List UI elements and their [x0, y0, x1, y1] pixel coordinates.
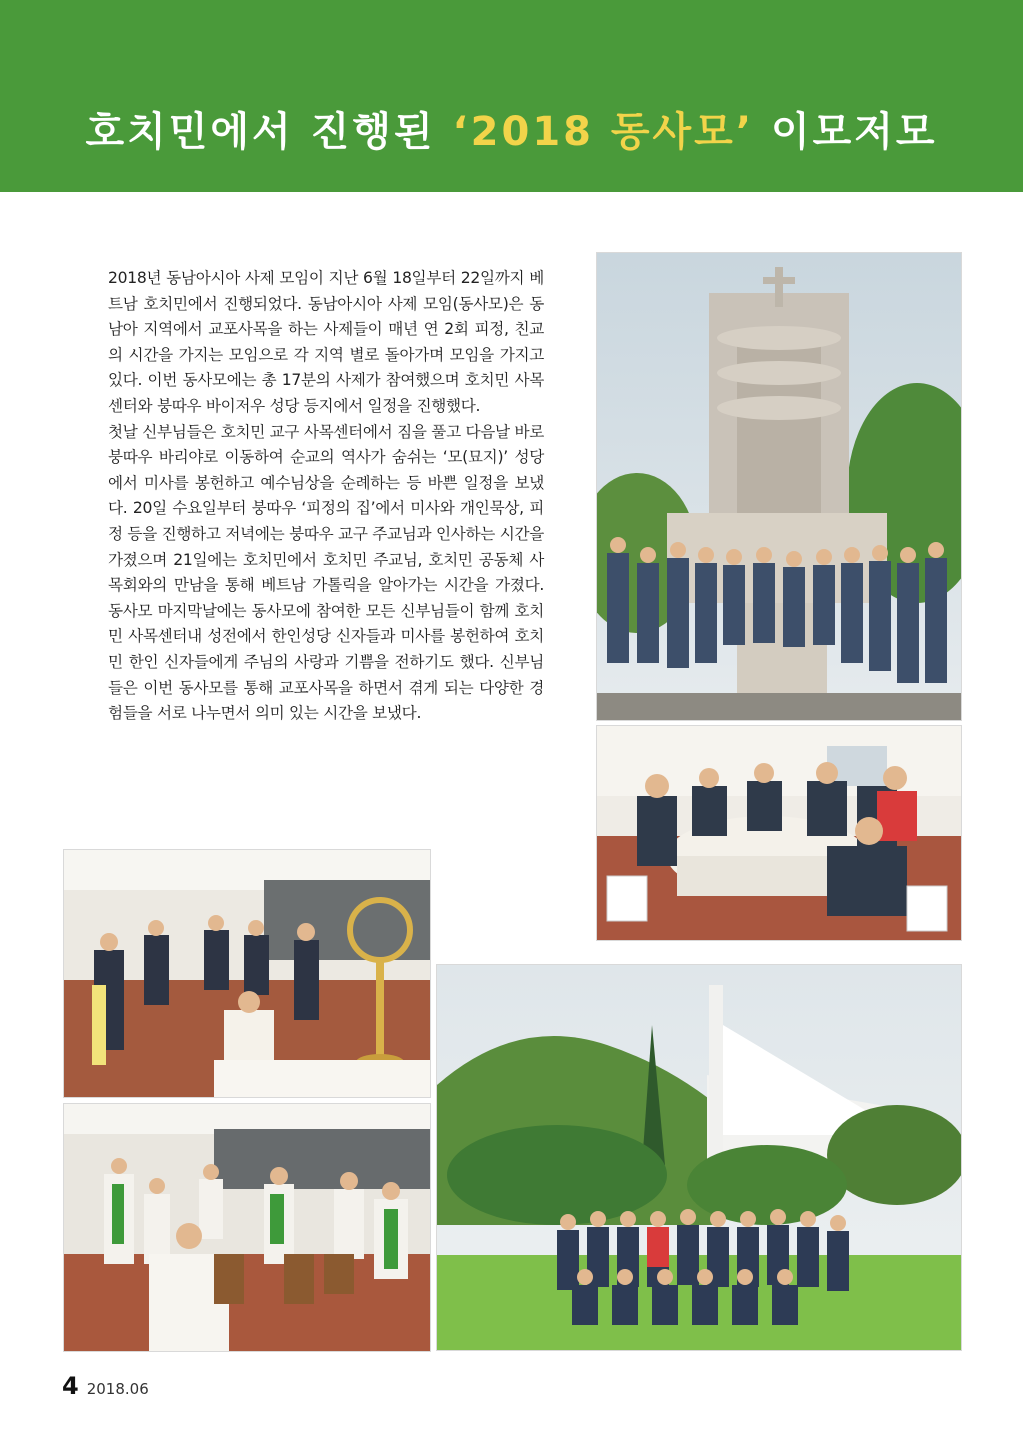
issue-date: 2018.06 [86, 1380, 149, 1398]
page-number: 4 [62, 1372, 79, 1400]
photo-mass-image [64, 1104, 430, 1351]
photo-meeting-table [596, 725, 962, 941]
header-banner [0, 0, 1023, 192]
photo-mass-vestments [63, 1103, 431, 1352]
article-body [108, 266, 544, 727]
photo-bell-tower-group [596, 252, 962, 721]
photo-adoration-image [64, 850, 430, 1097]
page-title [0, 100, 1023, 157]
article-paragraph-2: 첫날 신부님들은 호치민 교구 사목센터에서 짐을 풀고 다음날 바로 붕따우 바리야로 이동하여 순교의 역사가 숨쉬는 ‘모(묘지)’ 성당에서 미사를 봉헌하고 예수님상을 순례하는 등 바쁜 일정을 보냈다. 20일 수요일부터 붕따우 ‘피정의 집’에서 미사와 개인묵상, 피정 등을 진행하고 저녁에는 붕따우 교구 주교님과 인사하는 시간을 가졌으며 21일에는 호치민에서 호치민 주교님, 호치민 공동체 사목회와의 만남을 통해 베트남 가톨릭을 알아가는 시간을 가졌다. 동사모 마지막날에는 동사모에 참여한 모든 신부님들이 함께 호치민 사목센터내 성전에서 한인성당 신자들과 미사를 봉헌하여 호치민 한인 신자들에게 주님의 사랑과 기쁨을 전하기도 했다. 신부님들은 이번 동사모를 통해 교포사목을 하면서 겪게 되는 다양한 경험들을 서로 나누면서 의미 있는 시간을 보냈다. [108, 422, 544, 723]
photo-adoration-chapel [63, 849, 431, 1098]
page-footer [62, 1372, 149, 1400]
photo-church-group [436, 964, 962, 1351]
photo-meeting-image [597, 726, 961, 940]
title-post: 이모저모 [754, 109, 938, 155]
title-pre: 호치민에서 진행된 [85, 109, 453, 155]
article-paragraph-1: 2018년 동남아시아 사제 모임이 지난 6월 18일부터 22일까지 베트남 호치민에서 진행되었다. 동남아시아 사제 모임(동사모)은 동남아 지역에서 교포사목을 하는 사제들이 매년 연 2회 피정, 친교의 시간을 가지는 모임으로 각 지역 별로 돌아가며 모임을 가지고 있다. 이번 동사모에는 총 17분의 사제가 참여했으며 호치민 사목센터와 붕따우 바이저우 성당 등지에서 일정을 진행했다. [108, 269, 544, 415]
title-highlight: ‘2018 동사모’ [452, 109, 755, 155]
photo-church-image [437, 965, 961, 1350]
photo-bell-tower-image [597, 253, 961, 720]
